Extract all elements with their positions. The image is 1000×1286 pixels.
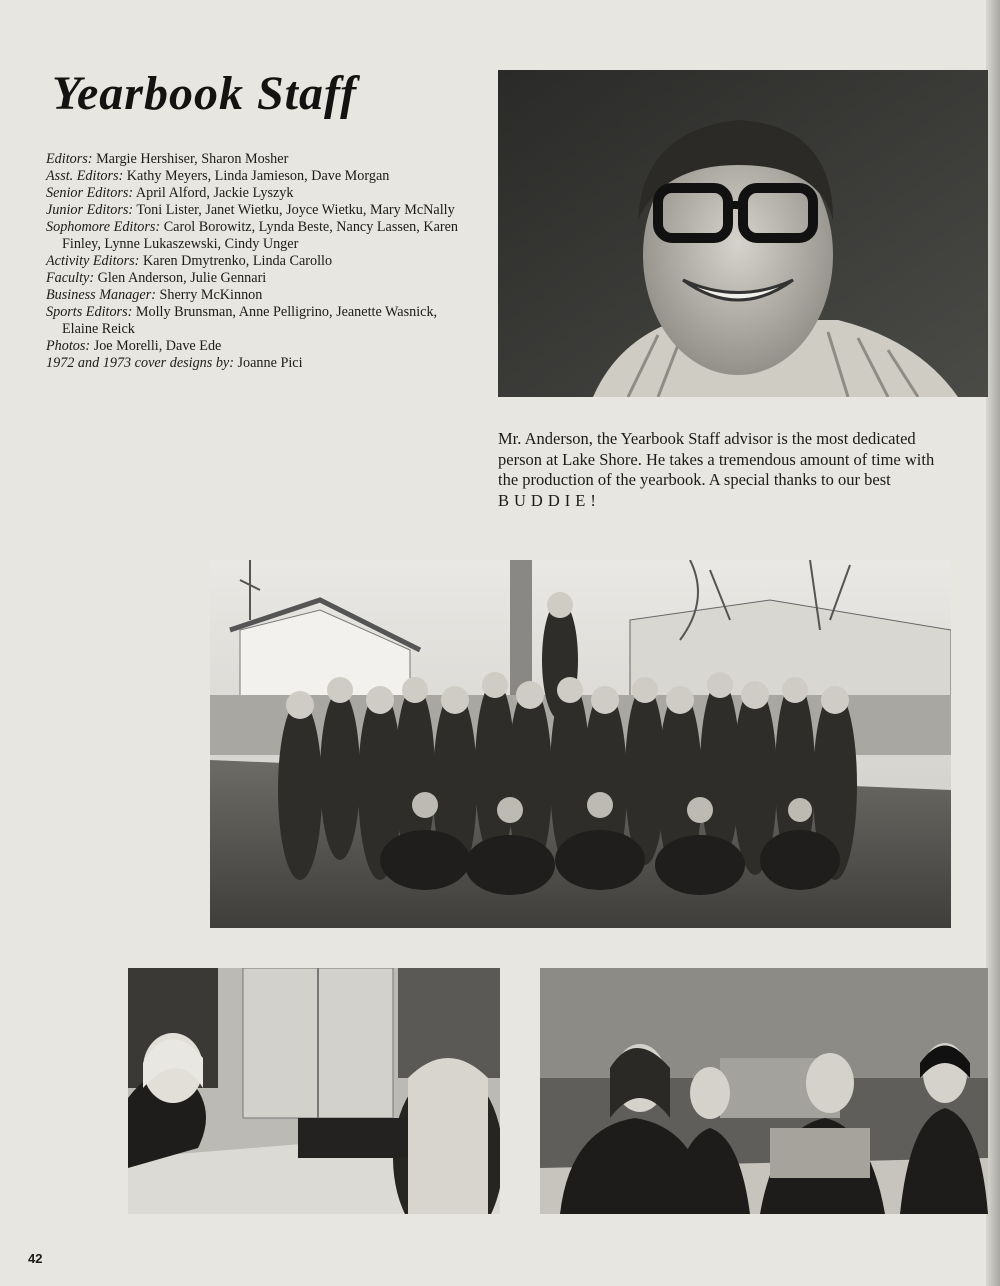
credit-role: Junior Editors:: [46, 202, 134, 218]
caption-text: Mr. Anderson, the Yearbook Staff advisor is the most dedicated person at Lake Shore. He takes a tremendous amount of time with the production of the yearbook. A special thanks to our best: [498, 429, 935, 489]
credit-role: Sophomore Editors:: [46, 219, 161, 235]
credit-line: [46, 219, 466, 253]
page-number: 42: [28, 1251, 43, 1266]
staff-working-photo-left: [128, 968, 500, 1214]
credit-line: [46, 304, 466, 338]
staff-group-photo: [210, 560, 951, 928]
credit-line: [46, 185, 466, 202]
caption-closing: BUDDIE!: [498, 490, 601, 510]
credit-line: [46, 253, 466, 270]
credit-line: [46, 168, 466, 185]
credit-role: Editors:: [46, 151, 93, 167]
credit-line: [46, 270, 466, 287]
credit-line: [46, 151, 466, 168]
credit-role: Senior Editors:: [46, 185, 134, 201]
credit-role: Faculty:: [46, 270, 95, 286]
advisor-portrait-photo: [498, 70, 988, 397]
credit-line: [46, 338, 466, 355]
credit-line: [46, 355, 466, 372]
credit-names: Karen Dmytrenko, Linda Carollo: [142, 253, 333, 269]
credit-role: Activity Editors:: [46, 253, 140, 269]
credit-names: Sherry McKinnon: [159, 287, 263, 303]
credit-names: Kathy Meyers, Linda Jamieson, Dave Morgan: [126, 168, 390, 184]
staff-credits-list: [46, 151, 466, 372]
credit-names: Joanne Pici: [237, 355, 303, 371]
credit-role: Asst. Editors:: [46, 168, 124, 184]
staff-working-photo-right: [540, 968, 988, 1214]
credit-names: Toni Lister, Janet Wietku, Joyce Wietku, Mary McNally: [136, 202, 455, 218]
page-title: Yearbook Staff: [52, 67, 358, 120]
credit-role: 1972 and 1973 cover designs by:: [46, 355, 234, 371]
credit-names: Joe Morelli, Dave Ede: [93, 338, 222, 354]
credit-line: [46, 287, 466, 304]
credit-names: Glen Anderson, Julie Gennari: [97, 270, 267, 286]
page-edge-shadow: [986, 0, 1000, 1286]
advisor-caption: [498, 429, 958, 511]
credit-names: Carol Borowitz, Lynda Beste, Nancy Lassen, Karen Finley, Lynne Lukaszewski, Cindy Unger: [62, 219, 459, 252]
credit-role: Business Manager:: [46, 287, 156, 303]
credit-names: April Alford, Jackie Lyszyk: [135, 185, 294, 201]
credit-role: Sports Editors:: [46, 304, 133, 320]
credit-names: Margie Hershiser, Sharon Mosher: [96, 151, 289, 167]
credit-names: Molly Brunsman, Anne Pelligrino, Jeanette Wasnick, Elaine Reick: [62, 304, 438, 337]
credit-role: Photos:: [46, 338, 91, 354]
credit-line: [46, 202, 466, 219]
